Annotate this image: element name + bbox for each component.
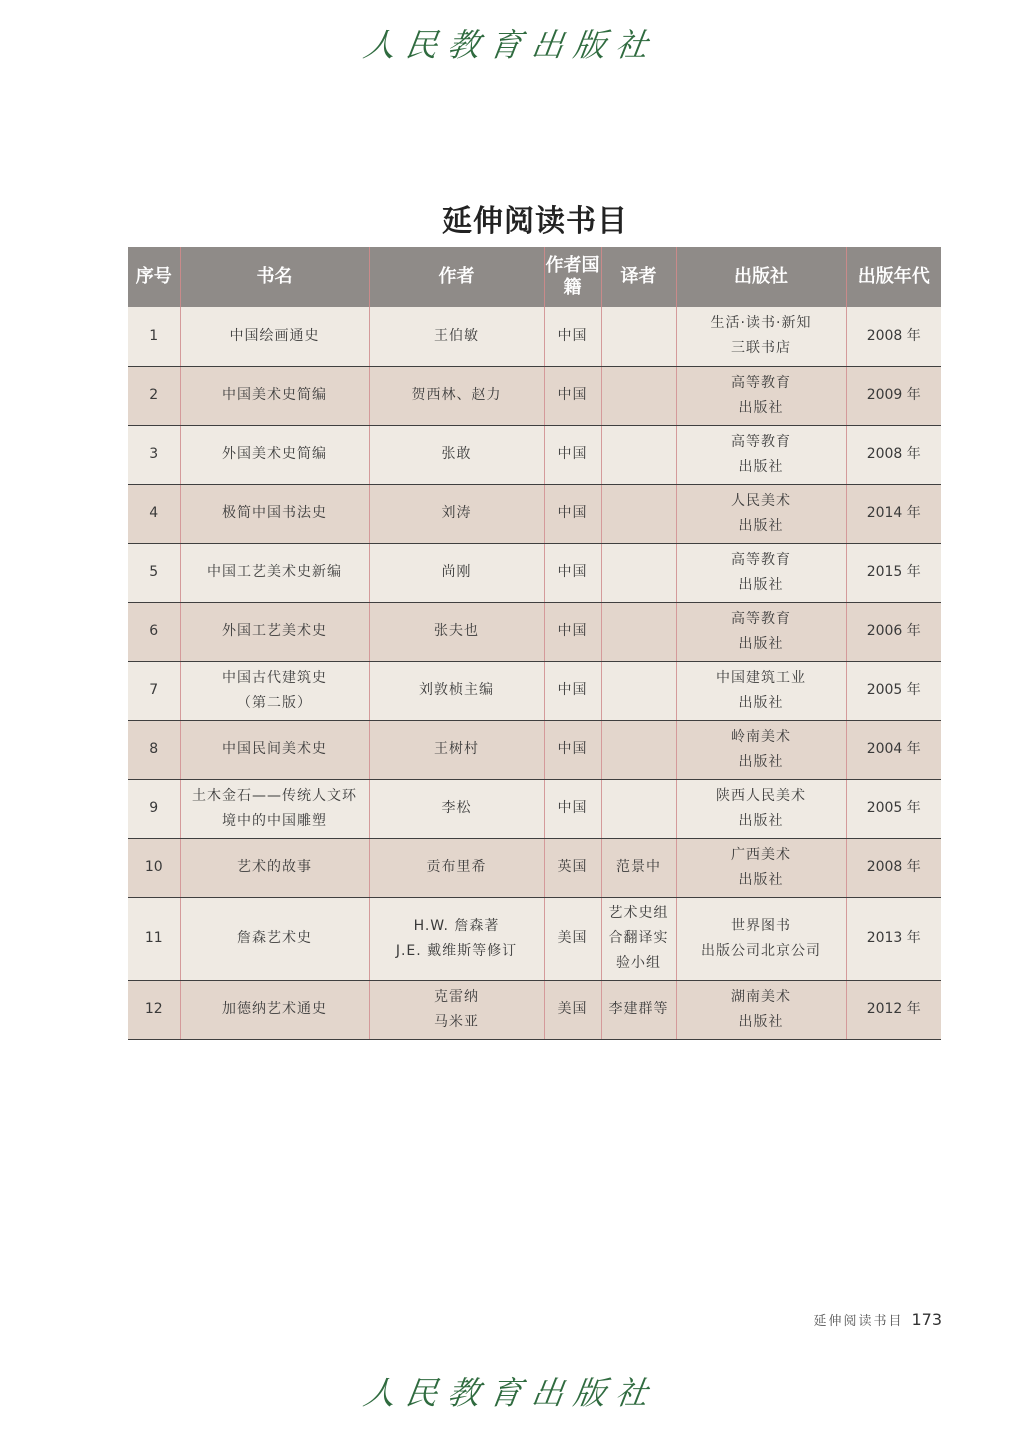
cell-number: 9 bbox=[128, 779, 180, 838]
cell-publisher-line: 出版社 bbox=[738, 458, 784, 475]
cell-book-title bbox=[180, 602, 369, 661]
table-row bbox=[128, 838, 941, 897]
cell-translator bbox=[601, 897, 676, 980]
cell-author-line: 李松 bbox=[441, 800, 472, 816]
table-body bbox=[128, 307, 941, 1039]
cell-year: 2005 年 bbox=[846, 779, 941, 838]
cell-publisher-line: 出版社 bbox=[738, 812, 784, 829]
page-number: 173 bbox=[911, 1310, 942, 1329]
cell-number: 3 bbox=[128, 425, 180, 484]
page-title: 延伸阅读书目 bbox=[442, 204, 628, 239]
cell-publisher-line: 出版社 bbox=[738, 753, 784, 770]
cell-translator bbox=[601, 779, 676, 838]
cell-publisher-line: 出版社 bbox=[738, 694, 784, 711]
cell-author bbox=[369, 484, 544, 543]
cell-publisher-line: 出版社 bbox=[738, 576, 784, 593]
cell-publisher bbox=[676, 838, 846, 897]
cell-translator-line: 合翻译实 bbox=[608, 930, 669, 946]
cell-book-title bbox=[180, 425, 369, 484]
cell-nationality: 中国 bbox=[544, 602, 601, 661]
cell-publisher-line: 出版社 bbox=[738, 517, 784, 534]
cell-author-line: 刘涛 bbox=[441, 505, 472, 521]
cell-book-title-line: 土木金石——传统人文环 bbox=[192, 787, 357, 804]
cell-publisher bbox=[676, 897, 846, 980]
cell-translator bbox=[601, 980, 676, 1039]
cell-author-line: J.E. 戴维斯等修订 bbox=[395, 942, 518, 959]
cell-year: 2013 年 bbox=[846, 897, 941, 980]
cell-book-title bbox=[180, 543, 369, 602]
cell-book-title bbox=[180, 838, 369, 897]
cell-number: 11 bbox=[128, 897, 180, 980]
cell-publisher bbox=[676, 980, 846, 1039]
cell-publisher bbox=[676, 720, 846, 779]
cell-translator bbox=[601, 366, 676, 425]
cell-year: 2014 年 bbox=[846, 484, 941, 543]
cell-author-line: 贡布里希 bbox=[426, 859, 487, 875]
cell-translator bbox=[601, 602, 676, 661]
cell-author-line: 克雷纳 bbox=[434, 988, 479, 1005]
cell-publisher bbox=[676, 484, 846, 543]
table-row bbox=[128, 543, 941, 602]
cell-translator bbox=[601, 484, 676, 543]
reading-list-table bbox=[128, 247, 941, 1040]
cell-translator-line: 李建群等 bbox=[608, 1001, 669, 1017]
cell-publisher-line: 湖南美术 bbox=[731, 988, 791, 1005]
cell-year: 2008 年 bbox=[846, 425, 941, 484]
cell-translator-line: 验小组 bbox=[616, 955, 661, 971]
cell-translator bbox=[601, 425, 676, 484]
cell-year: 2005 年 bbox=[846, 661, 941, 720]
cell-nationality: 中国 bbox=[544, 307, 601, 366]
cell-book-title bbox=[180, 779, 369, 838]
table-header-row bbox=[128, 247, 941, 307]
cell-book-title bbox=[180, 661, 369, 720]
cell-author bbox=[369, 980, 544, 1039]
cell-author bbox=[369, 602, 544, 661]
cell-publisher-line: 出版社 bbox=[738, 871, 784, 888]
cell-nationality: 中国 bbox=[544, 720, 601, 779]
cell-book-title-line: 境中的中国雕塑 bbox=[222, 812, 327, 829]
cell-publisher-line: 三联书店 bbox=[731, 340, 791, 357]
cell-year: 2009 年 bbox=[846, 366, 941, 425]
cell-author bbox=[369, 838, 544, 897]
cell-book-title-line: 加德纳艺术通史 bbox=[222, 1001, 327, 1017]
cell-author bbox=[369, 366, 544, 425]
table-row bbox=[128, 602, 941, 661]
footer-section-title: 延伸阅读书目 bbox=[813, 1314, 904, 1329]
cell-publisher-line: 高等教育 bbox=[731, 433, 791, 450]
cell-number: 7 bbox=[128, 661, 180, 720]
cell-book-title-line: 中国古代建筑史 bbox=[222, 669, 327, 686]
cell-author bbox=[369, 661, 544, 720]
column-header-translator: 译者 bbox=[601, 247, 676, 307]
cell-book-title-line: 极简中国书法史 bbox=[222, 505, 327, 521]
cell-publisher-line: 出版社 bbox=[738, 1013, 784, 1030]
cell-publisher-line: 陕西人民美术 bbox=[716, 787, 806, 804]
cell-year: 2015 年 bbox=[846, 543, 941, 602]
cell-book-title bbox=[180, 720, 369, 779]
cell-year: 2012 年 bbox=[846, 980, 941, 1039]
cell-author-line: H.W. 詹森著 bbox=[413, 917, 500, 934]
table-row bbox=[128, 980, 941, 1039]
column-header-book: 书名 bbox=[180, 247, 369, 307]
column-header-publisher: 出版社 bbox=[676, 247, 846, 307]
cell-publisher-line: 中国建筑工业 bbox=[716, 669, 806, 686]
table-row bbox=[128, 484, 941, 543]
cell-year: 2006 年 bbox=[846, 602, 941, 661]
cell-number: 2 bbox=[128, 366, 180, 425]
cell-number: 8 bbox=[128, 720, 180, 779]
cell-translator bbox=[601, 720, 676, 779]
cell-publisher-line: 世界图书 bbox=[731, 917, 791, 934]
cell-book-title-line: 外国美术史简编 bbox=[222, 446, 327, 462]
cell-author-line: 张夫也 bbox=[434, 623, 479, 639]
publisher-logo-top: 人民教育出版社 bbox=[361, 26, 661, 64]
cell-author bbox=[369, 425, 544, 484]
cell-book-title bbox=[180, 980, 369, 1039]
cell-translator bbox=[601, 661, 676, 720]
cell-publisher bbox=[676, 366, 846, 425]
cell-nationality: 中国 bbox=[544, 661, 601, 720]
cell-publisher-line: 人民美术 bbox=[731, 492, 791, 509]
cell-book-title-line: （第二版） bbox=[237, 694, 312, 711]
cell-author-line: 贺西林、赵力 bbox=[411, 387, 502, 403]
cell-publisher-line: 岭南美术 bbox=[731, 728, 791, 745]
cell-book-title-line: 中国绘画通史 bbox=[229, 327, 320, 344]
cell-author-line: 尚刚 bbox=[441, 564, 472, 580]
cell-book-title-line: 中国民间美术史 bbox=[222, 741, 327, 757]
cell-year: 2004 年 bbox=[846, 720, 941, 779]
cell-publisher-line: 出版公司北京公司 bbox=[701, 942, 821, 959]
column-header-year: 出版年代 bbox=[846, 247, 941, 307]
table-row bbox=[128, 661, 941, 720]
cell-publisher-line: 出版社 bbox=[738, 635, 784, 652]
cell-number: 4 bbox=[128, 484, 180, 543]
cell-translator bbox=[601, 543, 676, 602]
cell-nationality: 中国 bbox=[544, 484, 601, 543]
cell-translator-line: 艺术史组 bbox=[608, 905, 669, 921]
cell-publisher-line: 生活·读书·新知 bbox=[710, 315, 812, 332]
cell-nationality: 中国 bbox=[544, 366, 601, 425]
cell-year: 2008 年 bbox=[846, 307, 941, 366]
cell-author-line: 王伯敏 bbox=[434, 327, 479, 344]
cell-year: 2008 年 bbox=[846, 838, 941, 897]
table-row bbox=[128, 720, 941, 779]
cell-nationality: 美国 bbox=[544, 897, 601, 980]
cell-publisher-line: 高等教育 bbox=[731, 374, 791, 391]
cell-publisher bbox=[676, 661, 846, 720]
cell-number: 5 bbox=[128, 543, 180, 602]
cell-author bbox=[369, 543, 544, 602]
cell-nationality: 中国 bbox=[544, 543, 601, 602]
table-row bbox=[128, 366, 941, 425]
cell-book-title-line: 中国美术史简编 bbox=[222, 387, 327, 403]
cell-nationality: 中国 bbox=[544, 425, 601, 484]
cell-book-title-line: 中国工艺美术史新编 bbox=[207, 564, 342, 580]
page-footer bbox=[813, 1310, 942, 1329]
cell-number: 1 bbox=[128, 307, 180, 366]
cell-number: 10 bbox=[128, 838, 180, 897]
cell-author bbox=[369, 307, 544, 366]
cell-translator-line: 范景中 bbox=[616, 859, 661, 875]
table-row bbox=[128, 897, 941, 980]
cell-book-title bbox=[180, 366, 369, 425]
cell-publisher bbox=[676, 543, 846, 602]
publisher-logo-bottom: 人民教育出版社 bbox=[361, 1374, 661, 1412]
cell-publisher-line: 出版社 bbox=[738, 399, 784, 416]
cell-nationality: 美国 bbox=[544, 980, 601, 1039]
cell-translator bbox=[601, 307, 676, 366]
cell-book-title bbox=[180, 897, 369, 980]
cell-publisher bbox=[676, 425, 846, 484]
cell-number: 6 bbox=[128, 602, 180, 661]
cell-author bbox=[369, 779, 544, 838]
table-row bbox=[128, 425, 941, 484]
cell-book-title-line: 外国工艺美术史 bbox=[222, 623, 327, 639]
cell-publisher bbox=[676, 779, 846, 838]
cell-publisher-line: 广西美术 bbox=[731, 846, 791, 863]
column-header-nationality: 作者国籍 bbox=[544, 247, 601, 307]
cell-author-line: 张敢 bbox=[441, 446, 472, 462]
cell-translator bbox=[601, 838, 676, 897]
column-header-author: 作者 bbox=[369, 247, 544, 307]
cell-nationality: 英国 bbox=[544, 838, 601, 897]
cell-book-title bbox=[180, 484, 369, 543]
cell-author-line: 刘敦桢主编 bbox=[419, 682, 494, 698]
cell-publisher bbox=[676, 307, 846, 366]
cell-publisher-line: 高等教育 bbox=[731, 551, 791, 568]
cell-author bbox=[369, 720, 544, 779]
table-row bbox=[128, 779, 941, 838]
cell-publisher bbox=[676, 602, 846, 661]
cell-number: 12 bbox=[128, 980, 180, 1039]
cell-author-line: 王树村 bbox=[434, 741, 479, 757]
cell-book-title-line: 詹森艺术史 bbox=[237, 930, 312, 946]
column-header-number: 序号 bbox=[128, 247, 180, 307]
cell-author-line: 马米亚 bbox=[434, 1013, 479, 1030]
cell-book-title bbox=[180, 307, 369, 366]
table-row bbox=[128, 307, 941, 366]
cell-book-title-line: 艺术的故事 bbox=[237, 859, 312, 875]
cell-author bbox=[369, 897, 544, 980]
cell-publisher-line: 高等教育 bbox=[731, 610, 791, 627]
cell-nationality: 中国 bbox=[544, 779, 601, 838]
